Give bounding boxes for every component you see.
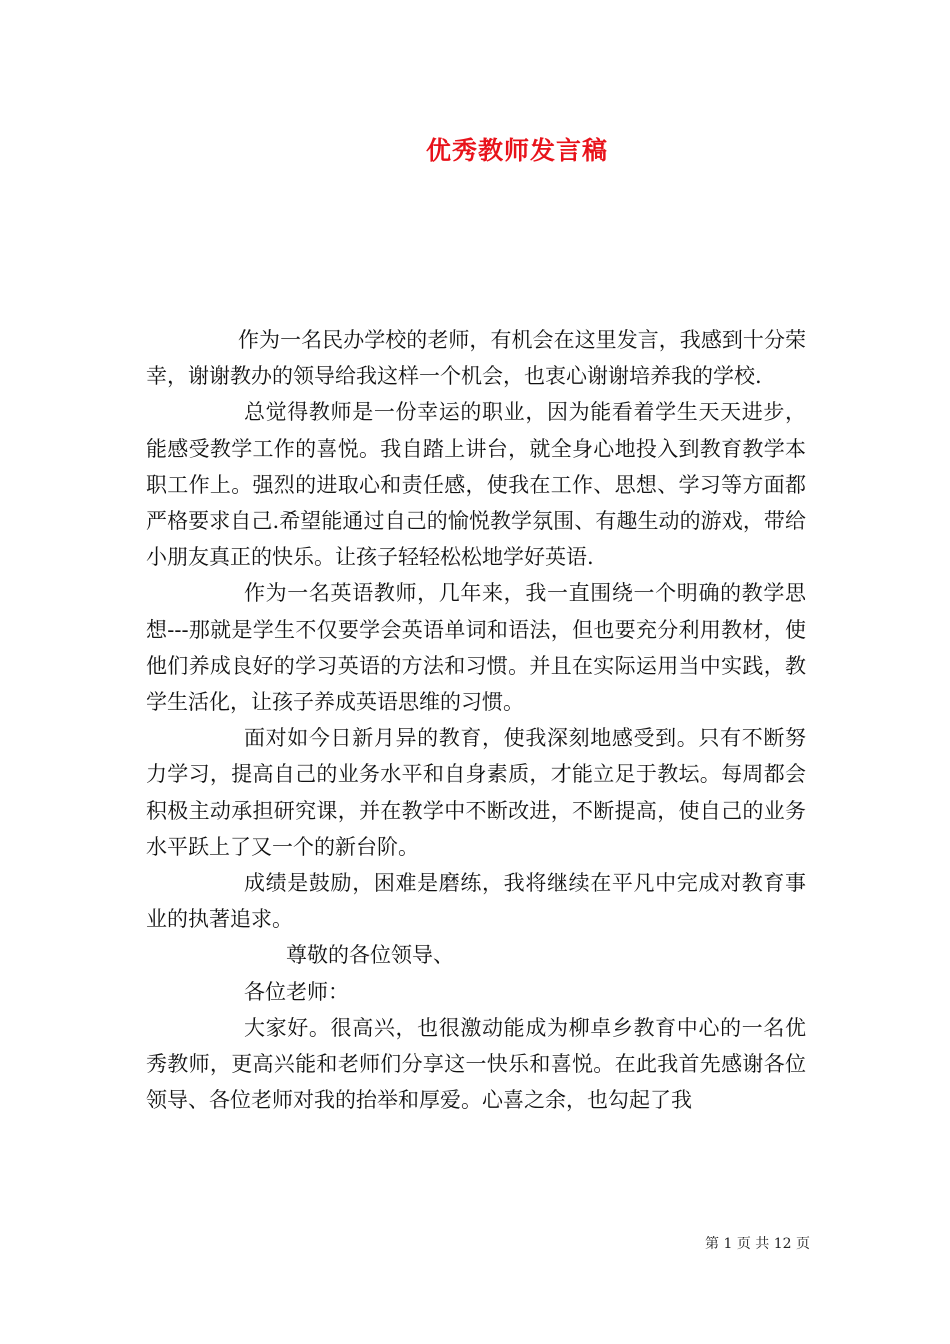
page-number: 第 1 页 共 12 页 bbox=[705, 1236, 810, 1252]
document-body bbox=[146, 322, 806, 1118]
document-title: 优秀教师发言稿 bbox=[425, 136, 608, 165]
paragraph-encouragement: 成绩是鼓励，困难是磨练，我将继续在平凡中完成对教育事业的执著追求。 bbox=[146, 871, 806, 932]
paragraph-english-teaching: 作为一名英语教师，几年来，我一直围绕一个明确的教学思想---那就是学生不仅要学会英语单词和语法，但也要充分利用教材，使他们养成良好的学习英语的方法和习惯。并且在实际运用当中实践，教学生活化，让孩子养成英语思维的习惯。 bbox=[146, 581, 806, 715]
paragraph-salutation-leaders: 尊敬的各位领导、 bbox=[286, 943, 454, 968]
paragraph-salutation-teachers: 各位老师： bbox=[244, 979, 349, 1004]
paragraph-greeting: 大家好。很高兴，也很激动能成为柳卓乡教育中心的一名优秀教师，更高兴能和老师们分享这一快乐和喜悦。在此我首先感谢各位领导、各位老师对我的抬举和厚爱。心喜之余，也勾起了我 bbox=[146, 1015, 806, 1113]
paragraph-intro: 作为一名民办学校的老师，有机会在这里发言，我感到十分荣幸，谢谢教办的领导给我这样一个机会，也衷心谢谢培养我的学校. bbox=[146, 328, 806, 389]
paragraph-learning: 面对如今日新月异的教育，使我深刻地感受到。只有不断努力学习，提高自己的业务水平和自身素质，才能立足于教坛。每周都会积极主动承担研究课，并在教学中不断改进，不断提高，使自己的业务水平跃上了又一个的新台阶。 bbox=[146, 726, 806, 859]
paragraph-career: 总觉得教师是一份幸运的职业，因为能看着学生天天进步，能感受教学工作的喜悦。我自踏上讲台，就全身心地投入到教育教学本职工作上。强烈的进取心和责任感，使我在工作、思想、学习等方面都严格要求自己.希望能通过自己的愉悦教学氛围、有趣生动的游戏，带给小朋友真正的快乐。让孩子轻轻松松地学好英语. bbox=[146, 400, 806, 570]
